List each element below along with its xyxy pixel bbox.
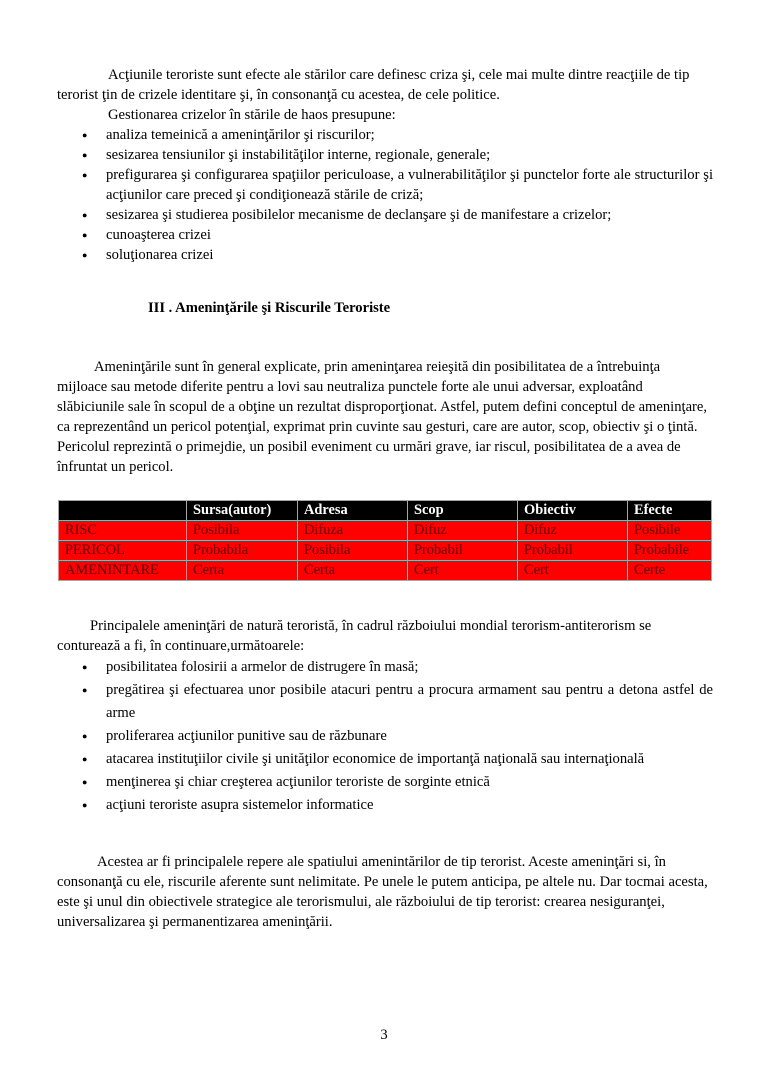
crisis-management-lead: Gestionarea crizelor în stările de haos presupune: [108,107,396,123]
threats-list [57,656,713,817]
table-cell: Certa [298,561,408,581]
list-item: ● posibilitatea folosirii a armelor de distrugere în masă; [57,656,713,679]
table-cell: Posibile [628,521,712,541]
section-heading: III . Ameninţările şi Riscurile Teroriste [148,300,391,316]
list-item: ● sesizarea tensiunilor şi instabilităţilor interne, regionale, generale; [57,145,713,165]
table-cell: Probabil [518,541,628,561]
list-item: ● acţiuni teroriste asupra sistemelor informatice [57,794,713,817]
threats-paragraph: Principalele ameninţări de natură teroristă, în cadrul războiului mondial terorism-antiterorism se conturează a fi, în continuare,următoarele: [57,618,652,654]
table-cell: Cert [408,561,518,581]
table-cell: Probabil [408,541,518,561]
table-cell: Probabile [628,541,712,561]
list-item: ● soluţionarea crizei [57,245,713,265]
table-cell: AMENINTARE [59,561,187,581]
list-item: ● cunoaşterea crizei [57,225,713,245]
table-header-cell: Scop [408,501,518,521]
table-cell: Posibila [187,521,298,541]
table-cell: Cert [518,561,628,581]
list-item: ● menţinerea şi chiar creşterea acţiunilor teroriste de sorginte etnică [57,771,713,794]
crisis-management-list [57,125,713,265]
table-cell: Difuz [518,521,628,541]
table-row [59,561,712,581]
definitions-paragraph: Ameninţările sunt în general explicate, prin ameninţarea reieşită din posibilitatea de a întrebuinţa mijloace sau metode diferite pentru a lovi sau neutraliza punctele forte ale unui adversar, exploatând slăbiciunile sale în scopul de a obţine un rezultat disproporţionat. Astfel, putem defini conceptul de ameninţare, ca reprezentând un pericol potenţial, exprimat prin cuvinte sau gesturi, care are autor, scop, obiectiv şi o ţintă. Pericolul reprezintă o primejdie, un posibil eveniment cu urmări grave, iar riscul, posibilitatea de a avea de înfruntat un pericol. [57,359,708,475]
table-row [59,521,712,541]
conclusion-block [57,852,713,932]
table-header-cell: Obiectiv [518,501,628,521]
table-header-cell: Adresa [298,501,408,521]
table-header-row [59,501,712,521]
table-cell: PERICOL [59,541,187,561]
list-item: ● atacarea instituţiilor civile şi unităţilor economice de importanţă naţională sau internaţională [57,748,713,771]
table-header-cell [59,501,187,521]
table-cell: Certe [628,561,712,581]
intro-paragraph: Acţiunile teroriste sunt efecte ale stărilor care definesc criza şi, cele mai multe dintre reacţiile de tip terorist ţin de crizele identitare şi, în consonanţă cu acestea, de cele politice. [57,67,690,103]
table-cell: RISC [59,521,187,541]
table-header-cell: Sursa(autor) [187,501,298,521]
table-row [59,541,712,561]
list-item: ● prefigurarea şi configurarea spaţiilor periculoase, a vulnerabilităţilor şi punctelor forte ale structurilor şi acţiunilor care preced şi condiţionează stările de criză; [57,165,713,205]
table-cell: Probabila [187,541,298,561]
table-header-cell: Efecte [628,501,712,521]
list-item: ● proliferarea acţiunilor punitive sau de răzbunare [57,725,713,748]
intro-block [57,65,713,265]
table-cell: Difuza [298,521,408,541]
list-item: ● analiza temeinică a ameninţărilor şi riscurilor; [57,125,713,145]
page-number: 3 [380,1027,388,1043]
list-item: ● sesizarea şi studierea posibilelor mecanisme de declanşare şi de manifestare a crizelor; [57,205,713,225]
table-cell: Posibila [298,541,408,561]
table-cell: Certa [187,561,298,581]
definitions-block [57,357,713,477]
table-cell: Difuz [408,521,518,541]
threats-block [57,616,713,817]
conclusion-paragraph: Acestea ar fi principalele repere ale spatiului amenintărilor de tip terorist. Aceste ameninţări si, în consonanţă cu ele, riscurile aferente sunt nelimitate. Pe unele le putem anticipa, pe altele nu. Dar tocmai acesta, este şi unul din obiectivele strategice ale terorismului, ale războiului de tip terorist: crearea nesiguranţei, universalizarea şi permanentizarea ameninţării. [57,854,708,930]
risk-table [58,500,712,581]
list-item: ● pregătirea şi efectuarea unor posibile atacuri pentru a procura armament sau pentru a detona astfel de arme [57,679,713,725]
